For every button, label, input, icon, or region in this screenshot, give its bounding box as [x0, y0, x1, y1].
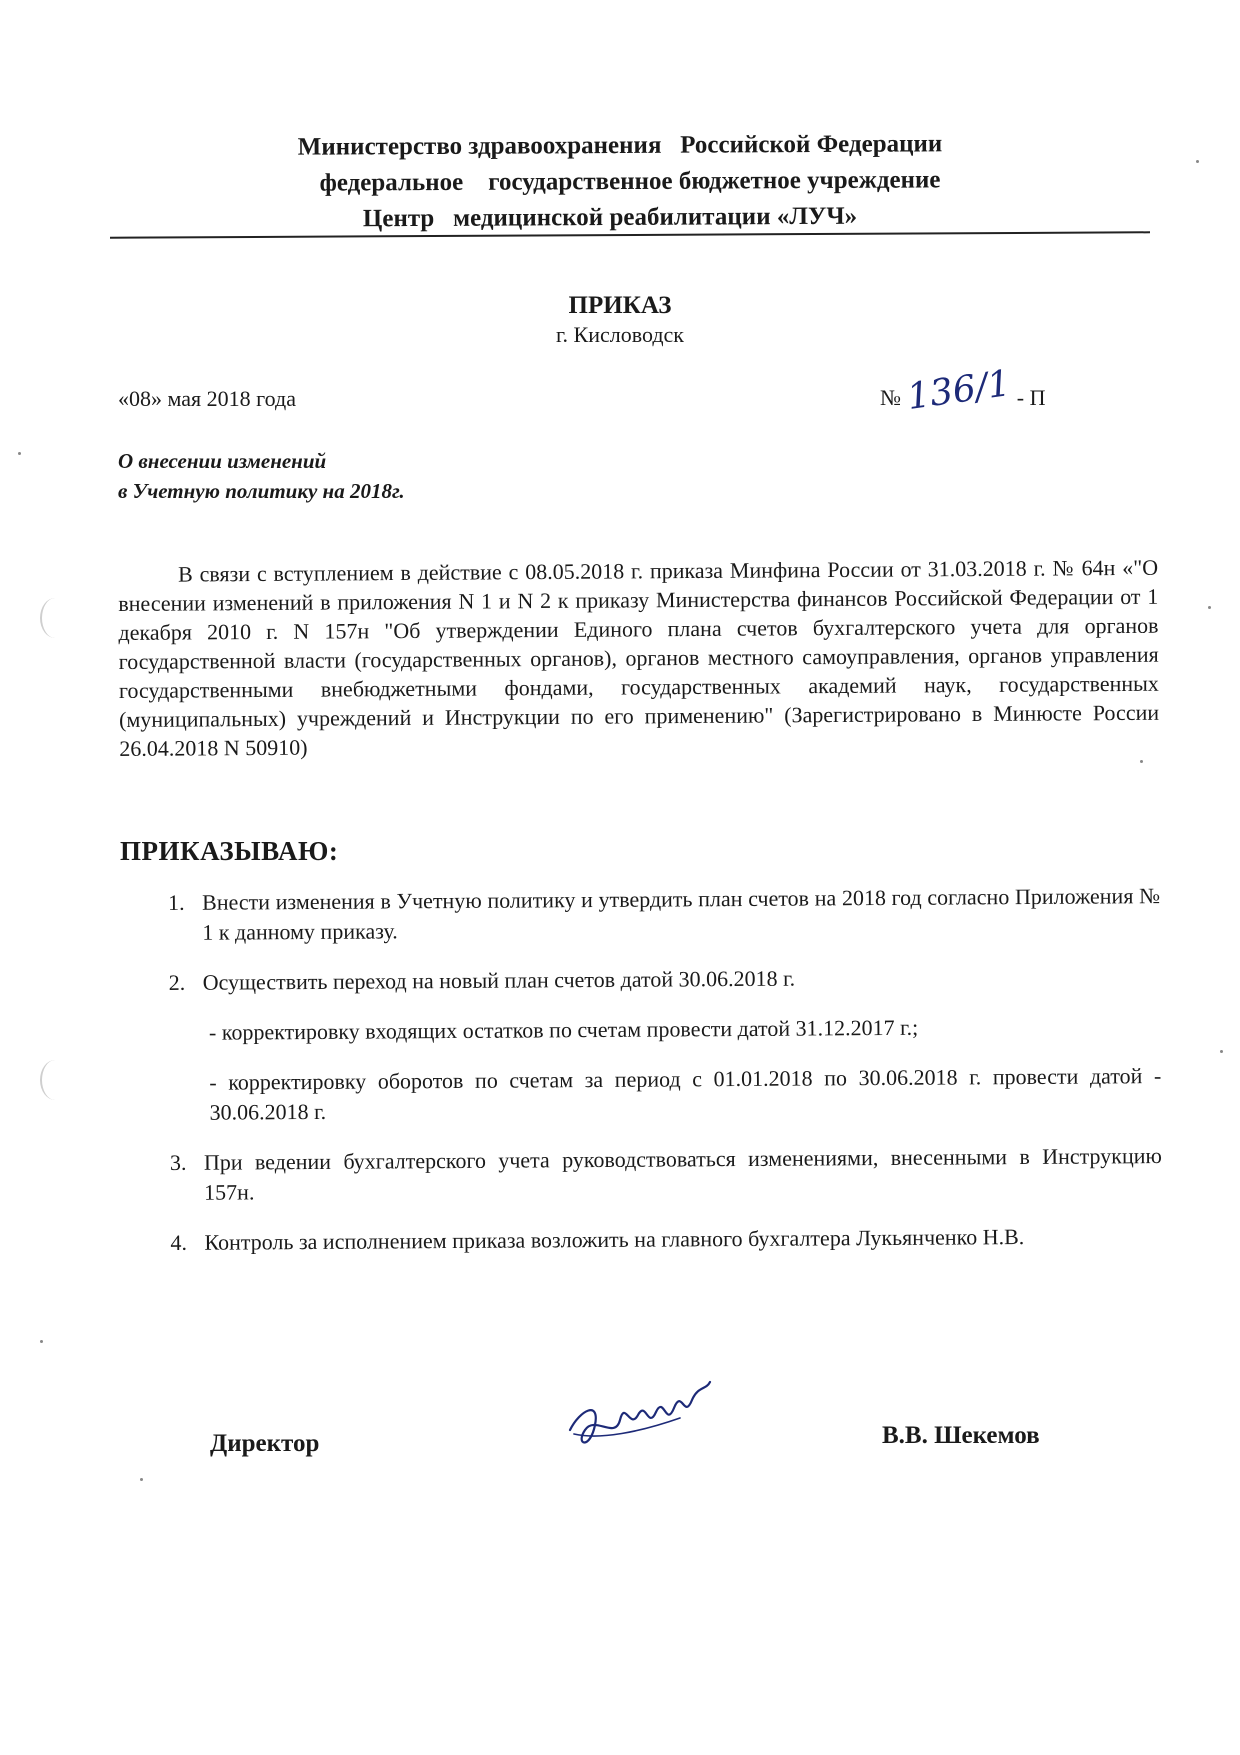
punch-hole-mark — [40, 1060, 70, 1100]
document-city: г. Кисловодск — [556, 322, 684, 347]
order-subject — [118, 446, 405, 506]
scan-speck — [140, 1478, 143, 1481]
order-item-text: Осуществить переход на новый план счетов датой 30.06.2018 г. — [202, 965, 796, 995]
document-type: ПРИКАЗ — [568, 292, 672, 319]
order-item — [170, 1141, 1162, 1208]
scan-speck — [40, 1340, 43, 1343]
order-item — [169, 961, 1161, 998]
punch-hole-mark — [40, 598, 70, 638]
order-item-number: 3. — [169, 1149, 187, 1175]
scan-speck — [1208, 606, 1211, 609]
preamble — [118, 553, 1159, 763]
order-number — [880, 362, 1046, 419]
order-items — [168, 881, 1163, 1278]
order-item-number: 1. — [168, 889, 185, 915]
order-item-text: Контроль за исполнением приказа возложить на главного бухгалтера Лукьянченко Н.В. — [204, 1224, 1025, 1255]
handwritten-signature — [560, 1370, 720, 1470]
order-item — [168, 881, 1160, 948]
order-number-handwritten: 136/1 — [904, 362, 1014, 419]
order-number-suffix: - П — [1016, 385, 1046, 410]
order-date: «08» мая 2018 года — [118, 386, 296, 411]
order-number-prefix: № — [880, 385, 901, 410]
preamble-text: В связи с вступлением в действие с 08.05.2018 г. приказа Минфина России от 31.03.2018 г. № 64н «"О внесении изменений в приложения N 1 и N 2 к приказу Министерства финансов Российской Федерации от 1 декабря 2010 г. N 157н "Об утверждении Единого плана счетов бухгалтерского учета для органов государственной власти (государственных органов), органов местного самоуправления, органов управления государственными внебюджетными фондами, государственных академий наук, государственных (муниципальных) учреждений и Инструкции по его применению" (Зарегистрировано в Минюсте России 26.04.2018 N 50910) — [118, 554, 1160, 761]
scan-speck — [1196, 160, 1199, 163]
scan-speck — [1220, 1050, 1223, 1053]
order-item-number: 4. — [170, 1229, 188, 1255]
header-ministry: Министерство здравоохранения Российской Федерации — [297, 130, 943, 161]
subject-line-1: О внесении изменений — [118, 449, 327, 473]
subject-line-2: в Учетную политику на 2018г. — [118, 479, 405, 503]
order-item-number: 2. — [168, 969, 186, 995]
order-subitem: - корректировку входящих остатков по счетам провести датой 31.12.2017 г.; — [208, 1014, 919, 1045]
organization-header — [110, 128, 1150, 236]
header-institution-type: федеральное государственное бюджетное учреждение — [319, 166, 941, 197]
order-subitem: - корректировку оборотов по счетам за период с 01.01.2018 по 30.06.2018 г. провести датой - 30.06.2018 г. — [209, 1063, 1162, 1125]
signatory-name: В.В. Шекемов — [882, 1422, 1040, 1449]
order-item — [170, 1221, 1162, 1258]
scan-speck — [1140, 760, 1143, 763]
header-institution-name: Центр медицинской реабилитации «ЛУЧ» — [362, 202, 858, 233]
order-heading: ПРИКАЗЫВАЮ: — [120, 836, 339, 866]
order-item-text: При ведении бухгалтерского учета руководствоваться изменениями, внесенными в Инструкцию 157н. — [203, 1143, 1162, 1205]
order-item-text: Внести изменения в Учетную политику и утвердить план счетов на 2018 год согласно Приложения № 1 к данному приказу. — [202, 883, 1161, 945]
signatory-role: Директор — [210, 1430, 320, 1457]
scan-speck — [18, 452, 21, 455]
